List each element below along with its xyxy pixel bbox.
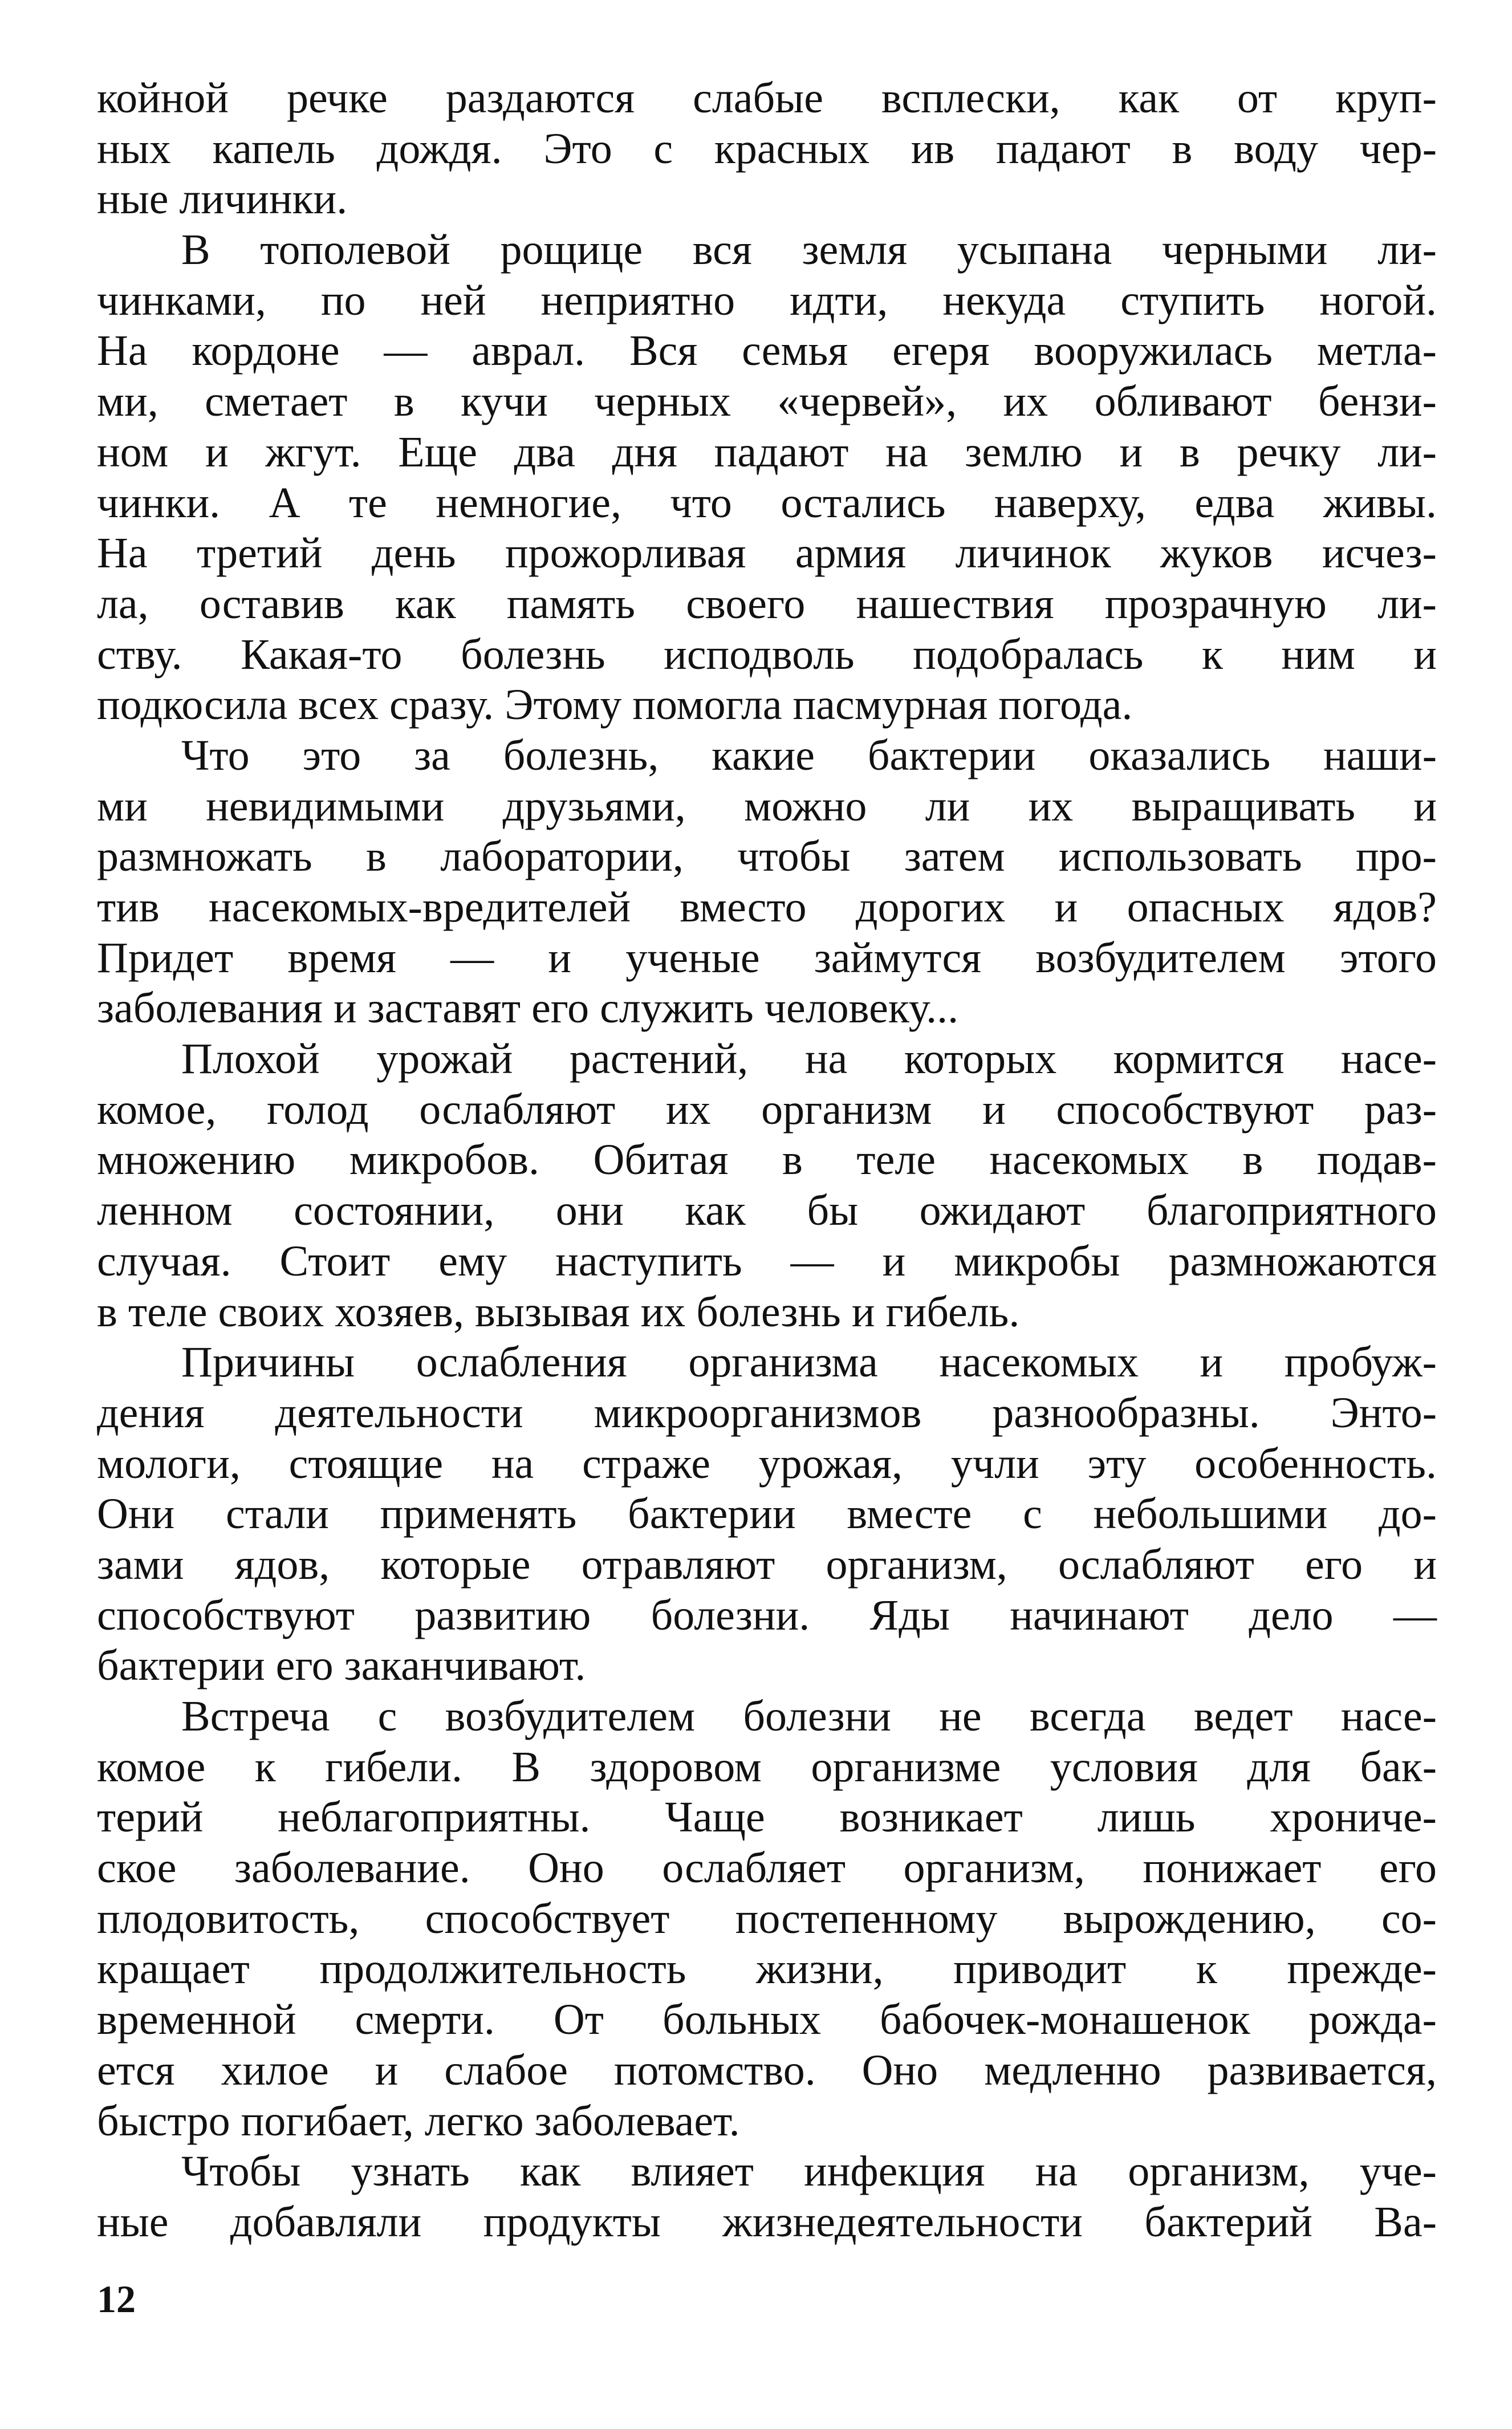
text-line: ству. Какая-то болезнь исподволь подобралась к ним и	[97, 630, 1437, 679]
text-line: ется хилое и слабое потомство. Оно медленно развивается,	[97, 2046, 1437, 2094]
paragraph	[97, 225, 1437, 730]
text-line: кращает продолжительность жизни, приводит к прежде-	[97, 1945, 1437, 1993]
text-line: Чтобы узнать как влияет инфекция на организм, уче-	[181, 2147, 1437, 2196]
text-line: дения деятельности микроорганизмов разнообразны. Энто-	[97, 1388, 1437, 1437]
text-line: Встреча с возбудителем болезни не всегда ведет насе-	[181, 1692, 1437, 1740]
text-line: ных капель дождя. Это с красных ив падают в воду чер-	[97, 124, 1437, 173]
text-line: Что это за болезнь, какие бактерии оказались наши-	[181, 731, 1437, 779]
text-line: плодовитость, способствует постепенному вырождению, со-	[97, 1894, 1437, 1943]
text-line: случая. Стоит ему наступить — и микробы размножаются	[97, 1237, 1437, 1285]
body-text	[97, 73, 1437, 2248]
text-line: подкосила всех сразу. Этому помогла пасмурная погода.	[97, 681, 1133, 729]
text-line: временной смерти. От больных бабочек-монашенок рожда-	[97, 1996, 1437, 2044]
text-line: ленном состоянии, они как бы ожидают благоприятного	[97, 1187, 1437, 1235]
text-line: размножать в лаборатории, чтобы затем использовать про-	[97, 832, 1437, 881]
text-line: Плохой урожай растений, на которых кормится насе-	[181, 1035, 1437, 1083]
text-line: зами ядов, которые отравляют организм, ослабляют его и	[97, 1540, 1437, 1589]
paragraph	[97, 730, 1437, 1034]
text-line: заболевания и заставят его служить человеку...	[97, 984, 959, 1033]
text-line: ла, оставив как память своего нашествия прозрачную ли-	[97, 579, 1437, 628]
paragraph	[97, 1691, 1437, 2146]
text-line: комое, голод ослабляют их организм и способствуют раз-	[97, 1085, 1437, 1134]
text-line: койной речке раздаются слабые всплески, как от круп-	[97, 74, 1437, 122]
text-line: ское заболевание. Оно ослабляет организм, понижает его	[97, 1844, 1437, 1892]
text-line: в теле своих хозяев, вызывая их болезнь и гибель.	[97, 1287, 1020, 1336]
text-line: В тополевой рощице вся земля усыпана черными ли-	[181, 226, 1437, 274]
text-line: ми невидимыми друзьями, можно ли их выращивать и	[97, 782, 1437, 830]
text-line: комое к гибели. В здоровом организме условия для бак-	[97, 1742, 1437, 1791]
text-line: ные личинки.	[97, 175, 348, 224]
text-line: Они стали применять бактерии вместе с небольшими до-	[97, 1490, 1437, 1538]
text-line: быстро погибает, легко заболевает.	[97, 2097, 740, 2145]
page-number: 12	[97, 2277, 136, 2321]
text-line: чинками, по ней неприятно идти, некуда ступить ногой.	[97, 276, 1437, 324]
text-line: ми, сметает в кучи черных «червей», их обливают бензи-	[97, 377, 1437, 426]
text-line: На третий день прожорливая армия личинок жуков исчез-	[97, 529, 1437, 578]
paragraph	[97, 2146, 1437, 2247]
text-line: Причины ослабления организма насекомых и пробуж-	[181, 1338, 1437, 1387]
text-line: ном и жгут. Еще два дня падают на землю и в речку ли-	[97, 428, 1437, 476]
text-line: мологи, стоящие на страже урожая, учли эту особенность.	[97, 1439, 1437, 1488]
text-line: чинки. А те немногие, что остались наверху, едва живы.	[97, 478, 1437, 527]
text-line: множению микробов. Обитая в теле насекомых в подав-	[97, 1136, 1437, 1184]
text-line: ные добавляли продукты жизнедеятельности бактерий Ва-	[97, 2198, 1437, 2246]
paragraph	[97, 1034, 1437, 1337]
paragraph	[97, 1337, 1437, 1691]
text-line: На кордоне — аврал. Вся семья егеря вооружилась метла-	[97, 327, 1437, 375]
paragraph	[97, 73, 1437, 225]
text-line: Придет время — и ученые займутся возбудителем этого	[97, 933, 1437, 982]
text-line: бактерии его заканчивают.	[97, 1642, 586, 1690]
text-line: способствуют развитию болезни. Яды начинают дело —	[97, 1591, 1437, 1639]
text-line: тив насекомых-вредителей вместо дорогих и опасных ядов?	[97, 883, 1437, 931]
text-line: терий неблагоприятны. Чаще возникает лишь хрониче-	[97, 1793, 1437, 1842]
